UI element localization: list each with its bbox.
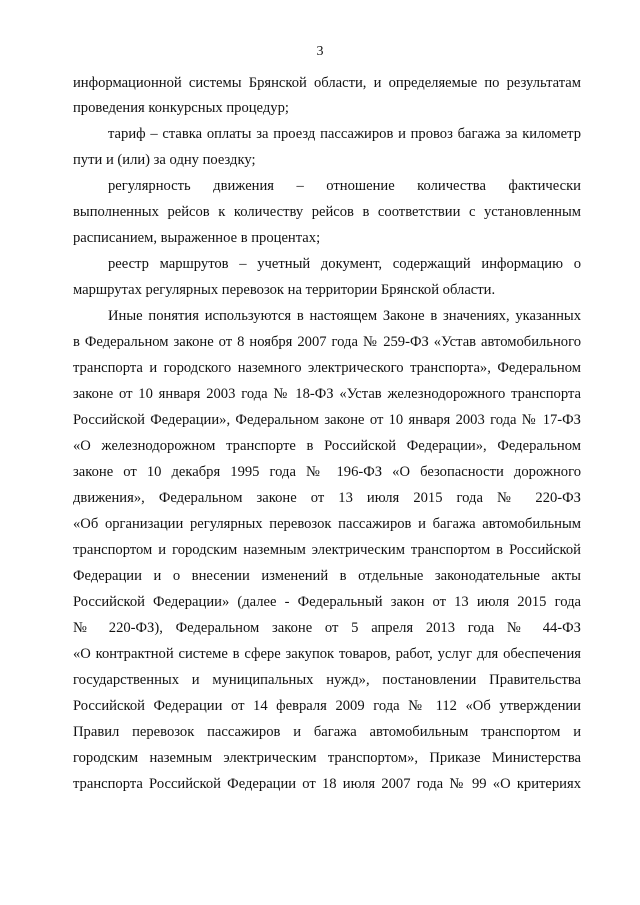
text-line: «О железнодорожном транспорте в Российской Федерации», Федеральном: [73, 438, 581, 454]
text-line: транспортом и городским наземным электрическим транспортом в Российской: [73, 542, 581, 558]
text-line: № 220-ФЗ), Федеральном законе от 5 апреля 2013 года № 44-ФЗ: [73, 620, 581, 636]
text-line: Российской Федерации», Федеральном законе от 10 января 2003 года № 17-ФЗ: [73, 412, 581, 428]
text-line: Правил перевозок пассажиров и багажа автомобильным транспортом и: [73, 724, 581, 740]
text-line: государственных и муниципальных нужд», постановлении Правительства: [73, 672, 581, 688]
text-line: Российской Федерации» (далее - Федеральный закон от 13 июля 2015 года: [73, 594, 581, 610]
text-line: транспорта и городского наземного электрического транспорта», Федеральном: [73, 360, 581, 376]
page-number: 3: [316, 44, 324, 59]
text-line: транспорта Российской Федерации от 18 июля 2007 года № 99 «О критериях: [73, 776, 581, 792]
text-line: регулярность движения – отношение количества фактически: [108, 178, 581, 194]
text-line: в Федеральном законе от 8 ноября 2007 года № 259-ФЗ «Устав автомобильного: [73, 334, 581, 350]
text-line: Российской Федерации от 14 февраля 2009 года № 112 «Об утверждении: [73, 698, 581, 714]
text-line: пути и (или) за одну поездку;: [73, 152, 256, 168]
text-line: выполненных рейсов к количеству рейсов в соответствии с установленным: [73, 204, 581, 220]
text-line: проведения конкурсных процедур;: [73, 100, 289, 116]
text-line: «Об организации регулярных перевозок пассажиров и багажа автомобильным: [73, 516, 581, 532]
text-line: городским наземным электрическим транспортом», Приказе Министерства: [73, 750, 581, 766]
text-line: маршрутах регулярных перевозок на территории Брянской области.: [73, 282, 496, 298]
text-line: движения», Федеральном законе от 13 июля 2015 года № 220-ФЗ: [73, 490, 581, 506]
text-line: реестр маршрутов – учетный документ, содержащий информацию о: [108, 256, 581, 272]
text-line: законе от 10 января 2003 года № 18-ФЗ «Устав железнодорожного транспорта: [73, 386, 581, 402]
text-line: Иные понятия используются в настоящем Законе в значениях, указанных: [108, 308, 581, 324]
text-line: информационной системы Брянской области, и определяемые по результатам: [73, 75, 581, 91]
text-line: законе от 10 декабря 1995 года № 196-ФЗ «О безопасности дорожного: [73, 464, 581, 480]
text-line: Федерации и о внесении изменений в отдельные законодательные акты: [73, 568, 581, 584]
text-line: «О контрактной системе в сфере закупок товаров, работ, услуг для обеспечения: [73, 646, 581, 662]
text-line: тариф – ставка оплаты за проезд пассажиров и провоз багажа за километр: [108, 126, 581, 142]
text-line: расписанием, выраженное в процентах;: [73, 230, 321, 246]
